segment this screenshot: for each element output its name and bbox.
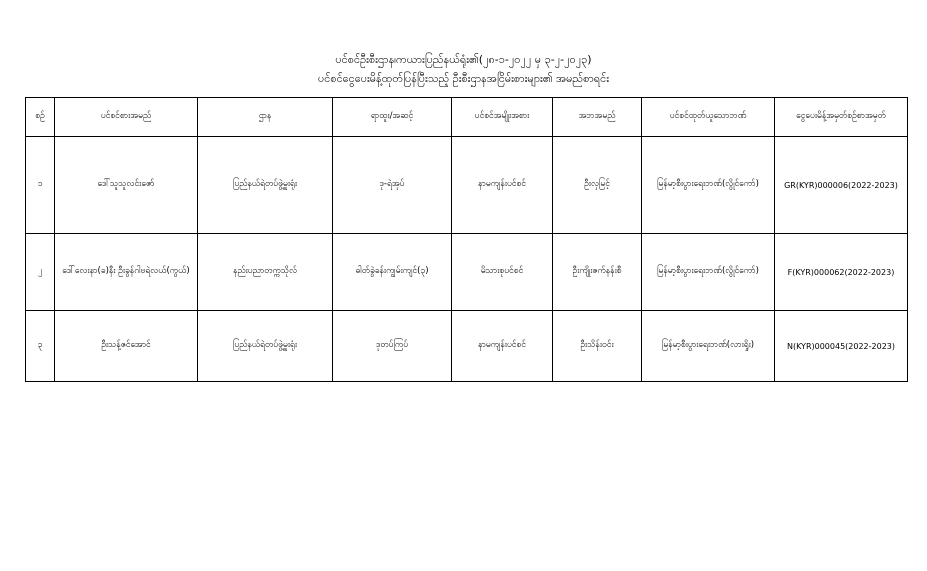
cell-order-number: GR(KYR)000006(2022-2023): [775, 137, 908, 234]
cell-pension-type: မိသားစုပင်စင်: [452, 234, 553, 311]
column-header-pension-type: ပင်စင်အမျိုးအစား: [452, 98, 553, 137]
title-line-2: ပင်စင်ငွေပေးမိန့်ထုတ်ပြန်ပြီးသည့် ဦးစီးဌာနအငြိမ်းစားများ၏ အမည်စာရင်း: [318, 72, 609, 85]
cell-father-name: ဦးသိန်းဝင်း: [553, 311, 642, 382]
table-row: [26, 234, 908, 311]
cell-bank: မြန်မာ့စီးပွားရေးဘဏ်(လွိုင်ကော်): [642, 234, 775, 311]
cell-department: ပြည်နယ်ရဲတပ်ဖွဲ့မှူးရုံး: [198, 311, 333, 382]
column-header-no: စဉ်: [26, 98, 55, 137]
column-header-name: ပင်စင်စားအမည်: [55, 98, 198, 137]
table-row: [26, 137, 908, 234]
table-row: [26, 311, 908, 382]
cell-pension-type: နာမကျန်းပင်စင်: [452, 137, 553, 234]
pensioner-table: [25, 97, 908, 382]
cell-father-name: ဦးလှမြင့်: [553, 137, 642, 234]
cell-name: ဦးသန့်ဇင်အောင်: [55, 311, 198, 382]
cell-order-number: F(KYR)000062(2022-2023): [775, 234, 908, 311]
column-header-father-name: အဘအမည်: [553, 98, 642, 137]
cell-name: ဒေါ်သူသူလင်းဇော်: [55, 137, 198, 234]
cell-rank: ဒုတပ်ကြပ်: [333, 311, 452, 382]
column-header-order-number: ငွေပေးမိန့်အမှတ်စဉ်စာအမှတ်: [775, 98, 908, 137]
cell-pension-type: နာမကျန်းပင်စင်: [452, 311, 553, 382]
cell-no: ၂: [26, 234, 55, 311]
cell-no: ၁: [26, 137, 55, 234]
cell-rank: ဒု-ရဲအုပ်: [333, 137, 452, 234]
table-header-row: [26, 98, 908, 137]
column-header-bank: ပင်စင်ထုတ်ယူသောဘဏ်: [642, 98, 775, 137]
column-header-rank: ရာထူး/အဆင့်: [333, 98, 452, 137]
cell-rank: ဓါတ်ခွဲခန်းကျွမ်းကျင်(၃): [333, 234, 452, 311]
cell-no: ၃: [26, 311, 55, 382]
cell-bank: မြန်မာ့စီးပွားရေးဘဏ်(လားရှိုး): [642, 311, 775, 382]
column-header-department: ဌာန: [198, 98, 333, 137]
cell-bank: မြန်မာ့စီးပွားရေးဘဏ်(လွိုင်ကော်): [642, 137, 775, 234]
cell-department: ပြည်နယ်ရဲတပ်ဖွဲ့မှူးရုံး: [198, 137, 333, 234]
cell-name: ဒေါ်လေးနာ(ခ)နီး ဦးခွန်ဂါဗရဲလယ်(ကွယ်): [55, 234, 198, 311]
cell-father-name: ဦးကျိုးဇက်နန်းစီ: [553, 234, 642, 311]
title-line-1: ပင်စင်ဦးစီးဌာန၊ကယားပြည်နယ်ရုံး၏(၂၈-၁-၂၀၂၂ မှ ၃-၂-၂၀၂၃): [335, 53, 592, 66]
cell-department: နည်းပညာတက္ကသိုလ်: [198, 234, 333, 311]
cell-order-number: N(KYR)000045(2022-2023): [775, 311, 908, 382]
document-title: [0, 50, 927, 88]
